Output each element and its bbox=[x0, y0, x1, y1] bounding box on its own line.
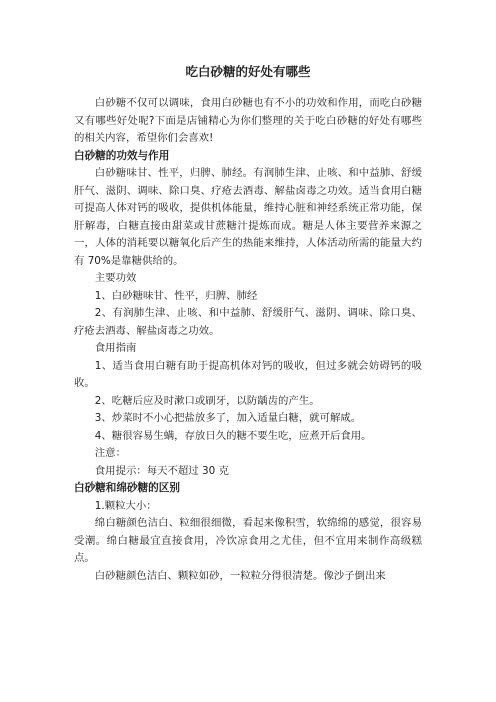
section-heading-difference: 白砂糖和绵砂糖的区别 bbox=[74, 482, 180, 494]
guide-item: 2、吃糖后应及时漱口或刷牙，以防龋齿的产生。 bbox=[94, 394, 320, 407]
main-effects-label: 主要功效 bbox=[94, 272, 137, 284]
guide-label: 食用指南 bbox=[94, 342, 137, 354]
main-effect-item: 1、白砂糖味甘、性平，归脾、肺经 bbox=[94, 289, 258, 302]
note-label: 注意： bbox=[94, 447, 126, 459]
document-title: 吃白砂糖的好处有哪些 bbox=[185, 64, 311, 79]
guide-item: 3、炒菜时不小心把盐放多了，加入适量白糖，就可解咸。 bbox=[94, 412, 362, 424]
point1-paragraph-a: 绵白糖颜色洁白、粒细很细微，看起来像积雪，软绵绵的感觉，很容易受潮。绵白糖最宜直接食用，冷饮凉食用之尤佳，但不宜用来制作高级糕点。 bbox=[74, 517, 422, 564]
point1-paragraph-b: 白砂糖颜色洁白、颗粒如砂，一粒粒分得很清楚。像沙子倒出来 bbox=[94, 569, 386, 582]
section-heading-effects: 白砂糖的功效与作用 bbox=[74, 149, 170, 162]
intro-paragraph: 白砂糖不仅可以调味，食用白砂糖也有不小的功效和作用，而吃白砂糖又有哪些好处呢?下面是店铺精心为你们整理的关于吃白砂糖的好处有哪些的相关内容，希望你们会喜欢! bbox=[74, 97, 422, 144]
note-text: 食用提示：每天不超过 30 克 bbox=[94, 464, 229, 477]
main-effect-item: 2、有润肺生津、止咳、和中益肺、舒缓肝气、滋阴、调味、除口臭、疗疮去酒毒、解盐卤毒之功效。 bbox=[74, 307, 422, 337]
effects-paragraph: 白砂糖味甘、性平，归脾、肺经。有润肺生津、止咳、和中益肺、舒缓肝气、滋阴、调味、除口臭、疗疮去酒毒、解盐卤毒之功效。适当食用白糖可提高人体对钙的吸收，提供机体能量，维持心脏和神经系统正常功能，保肝解毒，白糖直接由甜菜或甘蔗糖汁提炼而成。糖是人体主要营养来源之一，人体的消耗要以糖氧化后产生的热能来维持，人体活动所需的能量大约有 70%是靠糖供给的。 bbox=[74, 167, 422, 267]
guide-item: 1、适当食用白糖有助于提高机体对钙的吸收，但过多就会妨碍钙的吸收。 bbox=[74, 359, 422, 389]
guide-item: 4、糖很容易生螨，存放日久的糖不要生吃，应煮开后食用。 bbox=[94, 429, 372, 442]
point1-label: 1.颗粒大小： bbox=[94, 499, 157, 512]
